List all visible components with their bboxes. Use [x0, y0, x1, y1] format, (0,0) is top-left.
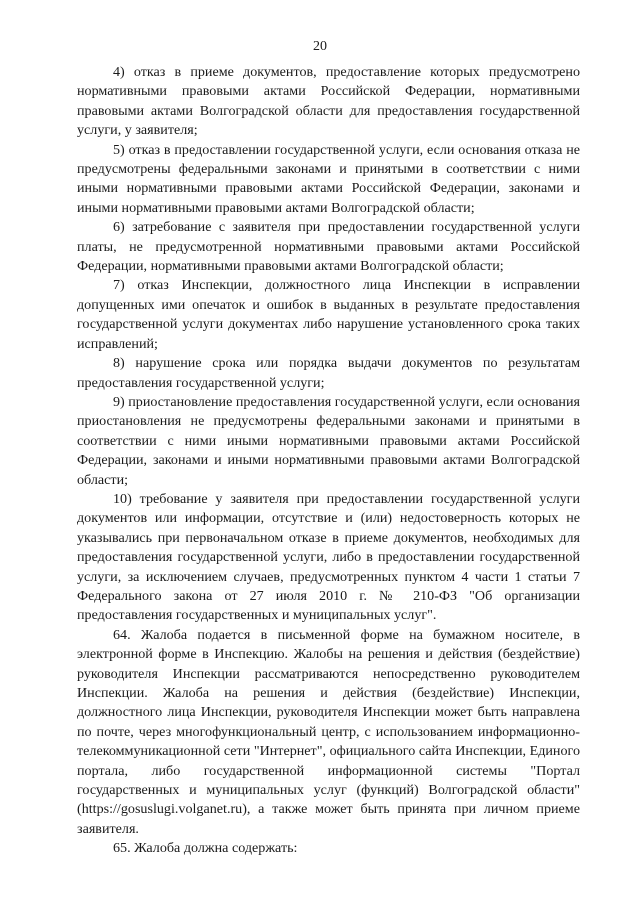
paragraph-item-4: 4) отказ в приеме документов, предоставление которых предусмотрено нормативными правовыми актами Российской Федерации, нормативными правовыми актами Волгоградской области для предоставления государственной услуги, у заявителя;	[77, 64, 580, 139]
paragraph-item-9: 9) приостановление предоставления государственной услуги, если основания приостановления не предусмотрены федеральными законами и принятыми в соответствии с ними иными нормативными правовыми актами Российской Федерации, законами и иными нормативными правовыми актами Волгоградской области;	[77, 393, 580, 488]
paragraph-item-8: 8) нарушение срока или порядка выдачи документов по результатам предоставления государственной услуги;	[77, 355, 580, 391]
paragraph-item-7: 7) отказ Инспекции, должностного лица Инспекции в исправлении допущенных ими опечаток и ошибок в выданных в результате предоставления государственной услуги документах либо нарушение установленного срока таких исправлений;	[77, 277, 580, 352]
document-body	[77, 63, 580, 859]
paragraph-clause-64: 64. Жалоба подается в письменной форме на бумажном носителе, в электронной форме в Инспекцию. Жалобы на решения и действия (бездействие) руководителя Инспекции рассматриваются непосредственно руководителем Инспекции. Жалоба на решения и действия (бездействие) Инспекции, должностного лица Инспекции, руководителя Инспекции может быть направлена по почте, через многофункциональный центр, с использованием информационно-телекоммуникационной сети "Интернет", официального сайта Инспекции, Единого портала, либо государственной информационной системы "Портал государственных и муниципальных услуг (функций) Волгоградской области" (https://gosuslugi.volganet.ru), а также может быть принята при личном приеме заявителя.	[77, 626, 580, 837]
paragraph-item-10: 10) требование у заявителя при предоставлении государственной услуги документов или информации, отсутствие и (или) недостоверность которых не указывались при первоначальном отказе в приеме документов, необходимых для предоставления государственной услуги, либо в предоставлении государственной услуги, за исключением случаев, предусмотренных пунктом 4 части 1 статьи 7 Федерального закона от 27 июля 2010 г. № 210-ФЗ "Об организации предоставления государственных и муниципальных услуг".	[77, 490, 580, 624]
paragraph-item-5: 5) отказ в предоставлении государственной услуги, если основания отказа не предусмотрены федеральными законами и принятыми в соответствии с ними иными нормативными правовыми актами Российской Федерации, законами и иными нормативными правовыми актами Волгоградской области;	[77, 141, 580, 216]
paragraph-item-6: 6) затребование с заявителя при предоставлении государственной услуги платы, не предусмотренной нормативными правовыми актами Российской Федерации, нормативными правовыми актами Волгоградской области;	[77, 219, 580, 275]
page-number: 20	[313, 39, 327, 54]
paragraph-clause-65: 65. Жалоба должна содержать:	[113, 840, 298, 857]
